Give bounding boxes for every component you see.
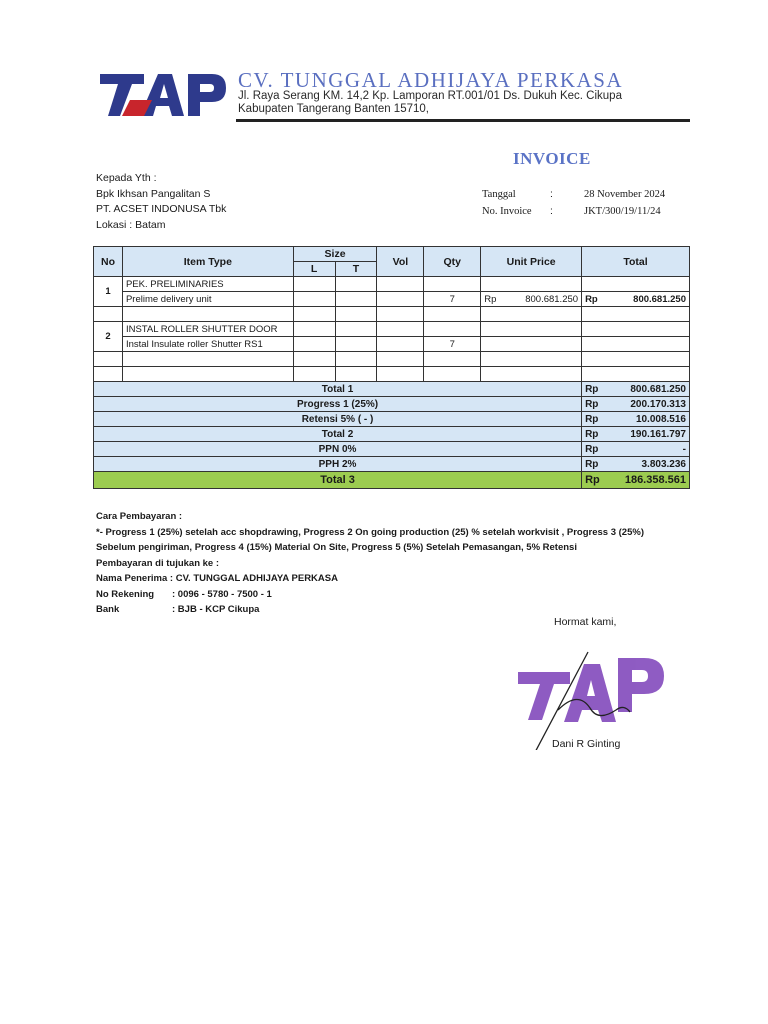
summary-amount bbox=[582, 397, 690, 412]
row-number: 2 bbox=[94, 322, 123, 352]
summary-amount bbox=[582, 442, 690, 457]
summary-row bbox=[94, 442, 690, 457]
summary-currency: Rp bbox=[585, 443, 599, 455]
signer-name: Dani R Ginting bbox=[552, 738, 621, 750]
summary-label: Total 1 bbox=[94, 382, 582, 397]
address-line-2: Kabupaten Tangerang Banten 15710, bbox=[238, 103, 429, 115]
summary-value: 190.161.797 bbox=[630, 428, 686, 440]
item-qty: 7 bbox=[424, 292, 481, 307]
recipient-company: PT. ACSET INDONUSA Tbk bbox=[96, 203, 227, 215]
invoice-number-value: JKT/300/19/11/24 bbox=[584, 206, 661, 217]
summary-currency: Rp bbox=[585, 428, 599, 440]
company-logo bbox=[100, 70, 228, 116]
header-vol: Vol bbox=[377, 247, 424, 277]
table-row-empty bbox=[94, 307, 690, 322]
date-colon: : bbox=[550, 188, 553, 200]
total-currency: Rp bbox=[585, 293, 598, 305]
summary-row bbox=[94, 382, 690, 397]
item-unit-price bbox=[481, 292, 582, 307]
recipient-block bbox=[96, 171, 226, 233]
item-total bbox=[582, 292, 690, 307]
payment-instructions bbox=[96, 509, 644, 618]
summary-value: 10.008.516 bbox=[635, 413, 686, 425]
date-row bbox=[482, 186, 665, 203]
summary-row bbox=[94, 457, 690, 472]
table-row bbox=[94, 322, 690, 337]
summary-value: 200.170.313 bbox=[630, 398, 686, 410]
header-item-type: Item Type bbox=[122, 247, 293, 277]
summary-currency: Rp bbox=[585, 458, 599, 470]
payment-terms-line-2: Sebelum pengiriman, Progress 4 (15%) Material On Site, Progress 5 (5%) Setelah Pemasangan, 5% Retensi bbox=[96, 542, 577, 553]
header-divider bbox=[236, 119, 690, 122]
transfer-heading: Pembayaran di tujukan ke : bbox=[96, 557, 220, 569]
greeting: Kepada Yth : bbox=[96, 172, 157, 184]
summary-currency: Rp bbox=[585, 474, 600, 486]
table-row bbox=[94, 337, 690, 352]
summary-currency: Rp bbox=[585, 383, 599, 395]
summary-label: PPN 0% bbox=[94, 442, 582, 457]
invoice-number-row bbox=[482, 203, 665, 220]
address-line-1: Jl. Raya Serang KM. 14,2 Kp. Lamporan RT.001/01 Ds. Dukuh Kec. Cikupa bbox=[238, 90, 622, 102]
invoice-title: INVOICE bbox=[513, 149, 591, 168]
summary-row bbox=[94, 397, 690, 412]
company-name: CV. TUNGGAL ADHIJAYA PERKASA bbox=[238, 68, 624, 92]
unit-price-value: 800.681.250 bbox=[525, 293, 579, 305]
summary-amount bbox=[582, 472, 690, 489]
table-header-row bbox=[94, 247, 690, 262]
bank-recipient-row bbox=[96, 571, 644, 587]
invoice-items-table bbox=[93, 246, 690, 489]
closing-text: Hormat kami, bbox=[554, 616, 617, 628]
summary-currency: Rp bbox=[585, 398, 599, 410]
account-number-value: : 0096 - 5780 - 7500 - 1 bbox=[172, 588, 272, 600]
summary-value: 3.803.236 bbox=[641, 458, 686, 470]
date-label: Tanggal bbox=[482, 189, 516, 200]
header-no: No bbox=[94, 247, 123, 277]
bank-recipient-value: CV. TUNGGAL ADHIJAYA PERKASA bbox=[175, 573, 338, 584]
item-qty: 7 bbox=[424, 337, 481, 352]
summary-amount bbox=[582, 382, 690, 397]
summary-value: - bbox=[682, 443, 686, 455]
summary-value: 186.358.561 bbox=[624, 474, 686, 486]
summary-label: PPH 2% bbox=[94, 457, 582, 472]
payment-terms-line-1: *- Progress 1 (25%) setelah acc shopdrawing, Progress 2 On going production (25) % setelah workvisit , Progress 3 (25%) bbox=[96, 526, 644, 538]
item-description: Prelime delivery unit bbox=[122, 292, 293, 307]
bank-recipient-label: Nama Penerima : bbox=[96, 573, 174, 584]
bank-value: : BJB - KCP Cikupa bbox=[172, 604, 260, 615]
section-title: INSTAL ROLLER SHUTTER DOOR bbox=[122, 322, 293, 337]
header-size-l: L bbox=[293, 262, 335, 277]
summary-label: Total 2 bbox=[94, 427, 582, 442]
recipient-name: Bpk Ikhsan Pangalitan S bbox=[96, 187, 211, 200]
account-number-label: No Rekening bbox=[96, 588, 155, 600]
table-row bbox=[94, 277, 690, 292]
summary-label: Progress 1 (25%) bbox=[94, 397, 582, 412]
invoice-number-label: No. Invoice bbox=[482, 206, 532, 217]
table-row-empty bbox=[94, 367, 690, 382]
unit-price-currency: Rp bbox=[484, 293, 497, 305]
header-qty: Qty bbox=[424, 247, 481, 277]
summary-currency: Rp bbox=[585, 413, 599, 425]
summary-row-grand-total bbox=[94, 472, 690, 489]
summary-row bbox=[94, 412, 690, 427]
company-address bbox=[238, 90, 622, 116]
row-number: 1 bbox=[94, 277, 123, 307]
header-size: Size bbox=[293, 247, 377, 262]
section-title: PEK. PRELIMINARIES bbox=[122, 277, 293, 292]
bank-label: Bank bbox=[96, 604, 120, 615]
date-value: 28 November 2024 bbox=[584, 189, 666, 200]
summary-label: Retensi 5% ( - ) bbox=[94, 412, 582, 427]
summary-amount bbox=[582, 457, 690, 472]
company-stamp bbox=[518, 650, 668, 750]
account-number-row bbox=[96, 587, 644, 603]
total-value: 800.681.250 bbox=[633, 293, 686, 305]
header-size-t: T bbox=[335, 262, 377, 277]
summary-label: Total 3 bbox=[94, 472, 582, 489]
invoice-number-colon: : bbox=[550, 205, 553, 217]
summary-amount bbox=[582, 412, 690, 427]
payment-heading: Cara Pembayaran : bbox=[96, 511, 183, 522]
recipient-location: Lokasi : Batam bbox=[96, 218, 166, 231]
summary-value: 800.681.250 bbox=[630, 383, 686, 395]
item-description: Instal Insulate roller Shutter RS1 bbox=[122, 337, 293, 352]
summary-amount bbox=[582, 427, 690, 442]
header-unit-price: Unit Price bbox=[481, 247, 582, 277]
table-row bbox=[94, 292, 690, 307]
invoice-meta bbox=[482, 186, 665, 220]
summary-row bbox=[94, 427, 690, 442]
header-total: Total bbox=[582, 247, 690, 277]
table-row-empty bbox=[94, 352, 690, 367]
